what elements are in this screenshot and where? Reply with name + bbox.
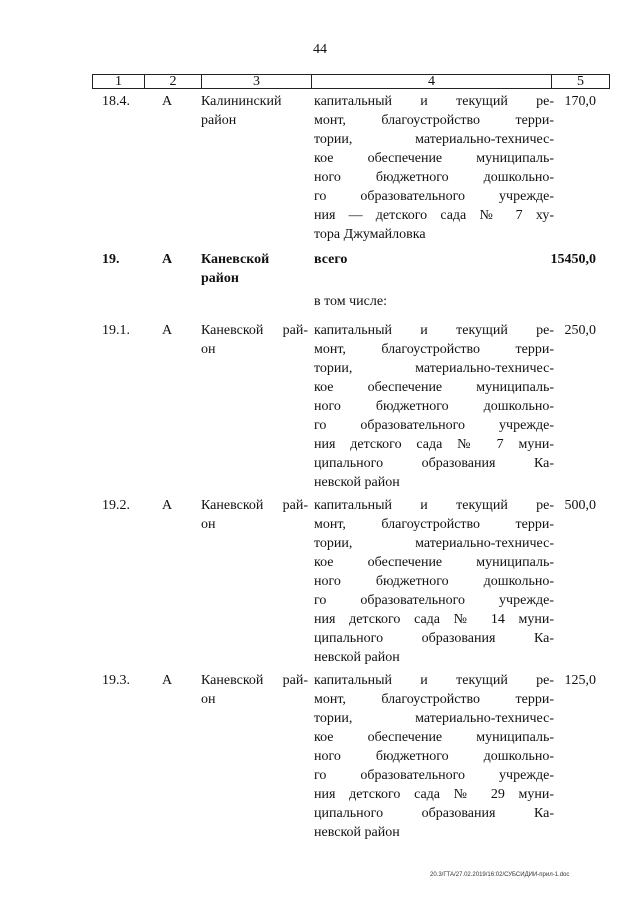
row-amount: 170,0 (564, 94, 596, 109)
row-category: А (162, 498, 173, 513)
row-amount: 125,0 (564, 673, 596, 688)
page-number: 44 (313, 42, 327, 57)
table-header (92, 74, 610, 89)
row-area: Каневской район (201, 252, 270, 286)
row-amount: 15450,0 (550, 252, 596, 267)
file-path-footer: 20.3/ГТА/27.02.2019/16:02/СУБСИДИИ-прил-1.doc (430, 872, 570, 878)
header-col-1: 1 (93, 75, 145, 88)
row-category: А (162, 673, 173, 688)
row-amount: 500,0 (564, 498, 596, 513)
row-number: 19.1. (102, 323, 130, 338)
row-category: А (162, 323, 173, 338)
row-category: А (162, 94, 173, 109)
header-col-4: 4 (312, 75, 552, 88)
row-description: капитальный и текущий ре- монт, благоустройство терри- тории, материально-техничес- кое обеспечение муниципаль- ного бюджетного дошкольно- го образовательного учрежде- ния детского сада № 14 муни- ципального образования Ка- невской район (314, 498, 554, 665)
row-number: 19.3. (102, 673, 130, 688)
row-description: капитальный и текущий ре- монт, благоустройство терри- тории, материально-техничес- кое обеспечение муниципаль- ного бюджетного дошкольно- го образовательного учрежде- ния детского сада № 7 муни- ципального образования Ка- невской район (314, 323, 554, 490)
row-number: 18.4. (102, 94, 130, 109)
header-col-2: 2 (145, 75, 202, 88)
row-category: А (162, 252, 173, 267)
row-number: 19.2. (102, 498, 130, 513)
row-description: капитальный и текущий ре- монт, благоустройство терри- тории, материально-техничес- кое обеспечение муниципаль- ного бюджетного дошкольно- го образовательного учрежде- ния детского сада № 29 муни- ципального образования Ка- невской район (314, 673, 554, 840)
row-area: Каневской рай- он (201, 498, 308, 532)
row-area: Калининский район (201, 94, 282, 128)
row-area: Каневской рай- он (201, 673, 308, 707)
row-description: капитальный и текущий ре- монт, благоустройство терри- тории, материально-техничес- кое обеспечение муниципаль- ного бюджетного дошкольно- го образовательного учрежде- ния — детского сада № 7 ху- тора Джумайловка (314, 94, 554, 242)
header-col-5: 5 (577, 74, 584, 89)
row-description: всего (314, 252, 348, 267)
header-col-3: 3 (202, 75, 312, 88)
row-number: 19. (102, 252, 120, 267)
in-that-number-label: в том числе: (314, 294, 387, 309)
row-area: Каневской рай- он (201, 323, 308, 357)
row-amount: 250,0 (564, 323, 596, 338)
